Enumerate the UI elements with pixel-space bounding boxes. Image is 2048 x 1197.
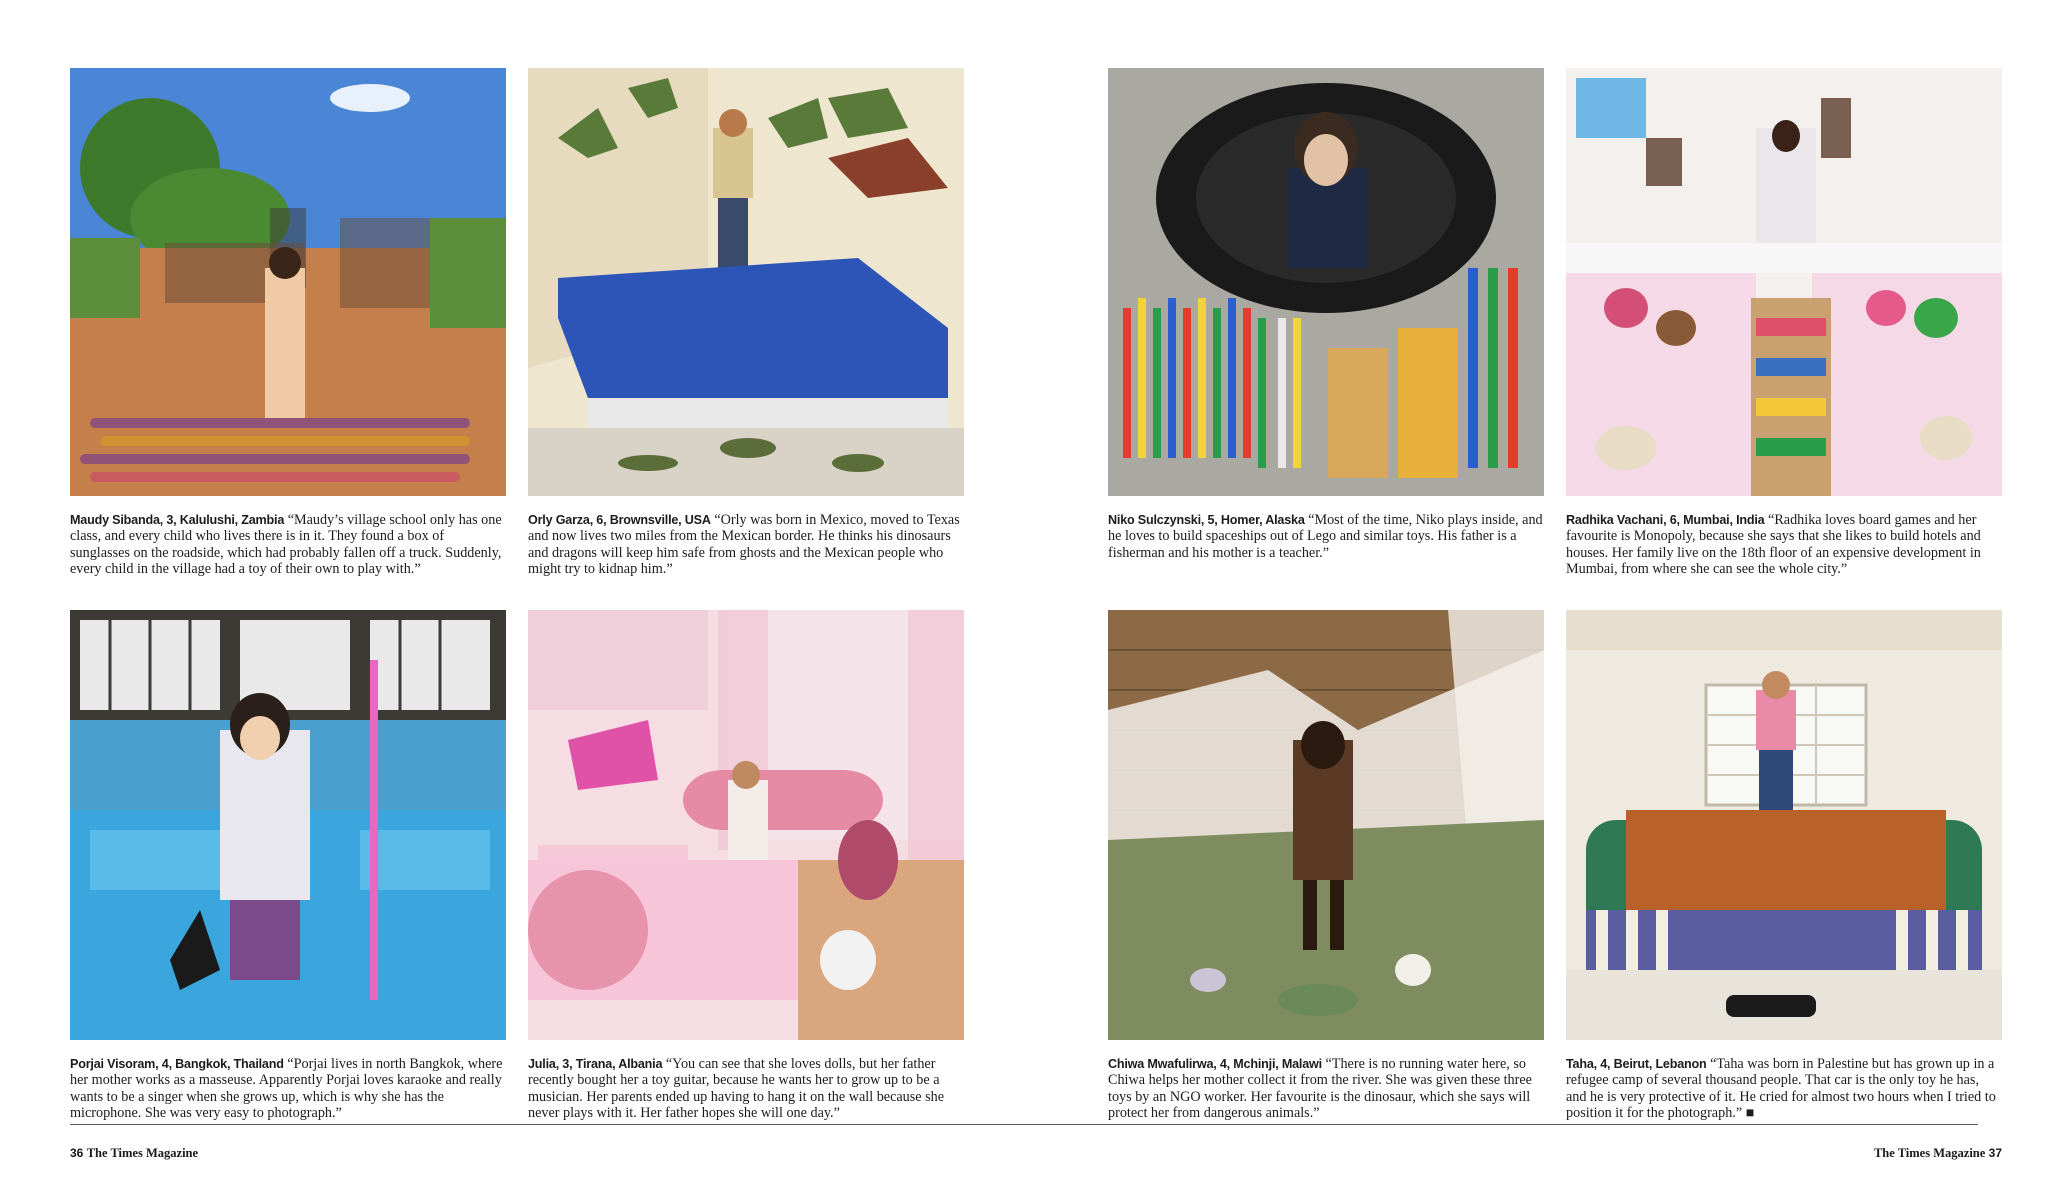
page-number-right: 37 <box>1988 1146 2002 1160</box>
caption-julia <box>528 1056 963 1122</box>
photo-julia <box>528 610 964 1040</box>
caption-text: “Orly was born in Mexico, moved to Texas and now lives two miles from the Mexican border. He thinks his dinosaurs and dragons will keep him safe from ghosts and the Mexican people who might try to kidnap him.” <box>528 512 960 578</box>
caption-maudy <box>70 512 505 578</box>
caption-taha <box>1566 1056 2001 1122</box>
caption-radhika <box>1566 512 2001 578</box>
caption-name: Porjai Visoram, 4, Bangkok, Thailand <box>70 1057 284 1071</box>
caption-name: Julia, 3, Tirana, Albania <box>528 1057 663 1071</box>
caption-text: “Porjai lives in north Bangkok, where her mother works as a masseuse. Apparently Porjai loves karaoke and really wants to be a singer when she grows up, which is why she has the microphone. She was very easy to photograph.” <box>70 1056 503 1122</box>
caption-text: “You can see that she loves dolls, but her father recently bought her a toy guitar, because he wants her to grow up to be a musician. Her parents ended up having to hang it on the wall because she never plays with it. Her father hopes she will one day.” <box>528 1056 945 1122</box>
photo-niko <box>1108 68 1544 496</box>
caption-name: Taha, 4, Beirut, Lebanon <box>1566 1057 1707 1071</box>
caption-name: Radhika Vachani, 6, Mumbai, India <box>1566 513 1765 527</box>
caption-chiwa <box>1108 1056 1543 1122</box>
folio-left <box>70 1146 198 1161</box>
caption-text: “Radhika loves board games and her favourite is Monopoly, because she says that she likes to build hotels and houses. Her family live on the 18th floor of an expensive development in Mumbai, from where she can see the whole city.” <box>1566 512 1981 578</box>
caption-text: “Taha was born in Palestine but has grown up in a refugee camp of several thousand people. That car is the only toy he has, and he is very protective of it. He cried for almost two hours when I tried to position it for the photograph.” ■ <box>1566 1056 1996 1122</box>
caption-porjai <box>70 1056 505 1122</box>
photo-porjai <box>70 610 506 1040</box>
caption-text: “Most of the time, Niko plays inside, and he loves to build spaceships out of Lego and similar toys. His father is a fisherman and his mother is a teacher.” <box>1108 512 1543 561</box>
caption-text: “Maudy’s village school only has one class, and every child who lives there is in it. They found a box of sunglasses on the roadside, which had probably fallen off a truck. Suddenly, every child in the village had a toy of their own to play with.” <box>70 512 502 578</box>
photo-orly <box>528 68 964 496</box>
footer-rule <box>70 1124 1978 1125</box>
photo-radhika <box>1566 68 2002 496</box>
caption-niko <box>1108 512 1543 561</box>
magazine-name-right: The Times Magazine <box>1873 1146 1986 1160</box>
caption-name: Orly Garza, 6, Brownsville, USA <box>528 513 711 527</box>
caption-name: Maudy Sibanda, 3, Kalulushi, Zambia <box>70 513 285 527</box>
folio-right <box>1874 1146 2002 1161</box>
photo-maudy <box>70 68 506 496</box>
caption-name: Niko Sulczynski, 5, Homer, Alaska <box>1108 513 1305 527</box>
caption-name: Chiwa Mwafulirwa, 4, Mchinji, Malawi <box>1108 1057 1322 1071</box>
caption-orly <box>528 512 963 578</box>
photo-taha <box>1566 610 2002 1040</box>
caption-text: “There is no running water here, so Chiwa helps her mother collect it from the river. She was given these three toys by an NGO worker. Her favourite is the dinosaur, which she says will protect her from dangerous animals.” <box>1108 1056 1532 1122</box>
magazine-name-left: The Times Magazine <box>86 1146 199 1160</box>
photo-chiwa <box>1108 610 1544 1040</box>
page-number-left: 36 <box>70 1146 84 1160</box>
